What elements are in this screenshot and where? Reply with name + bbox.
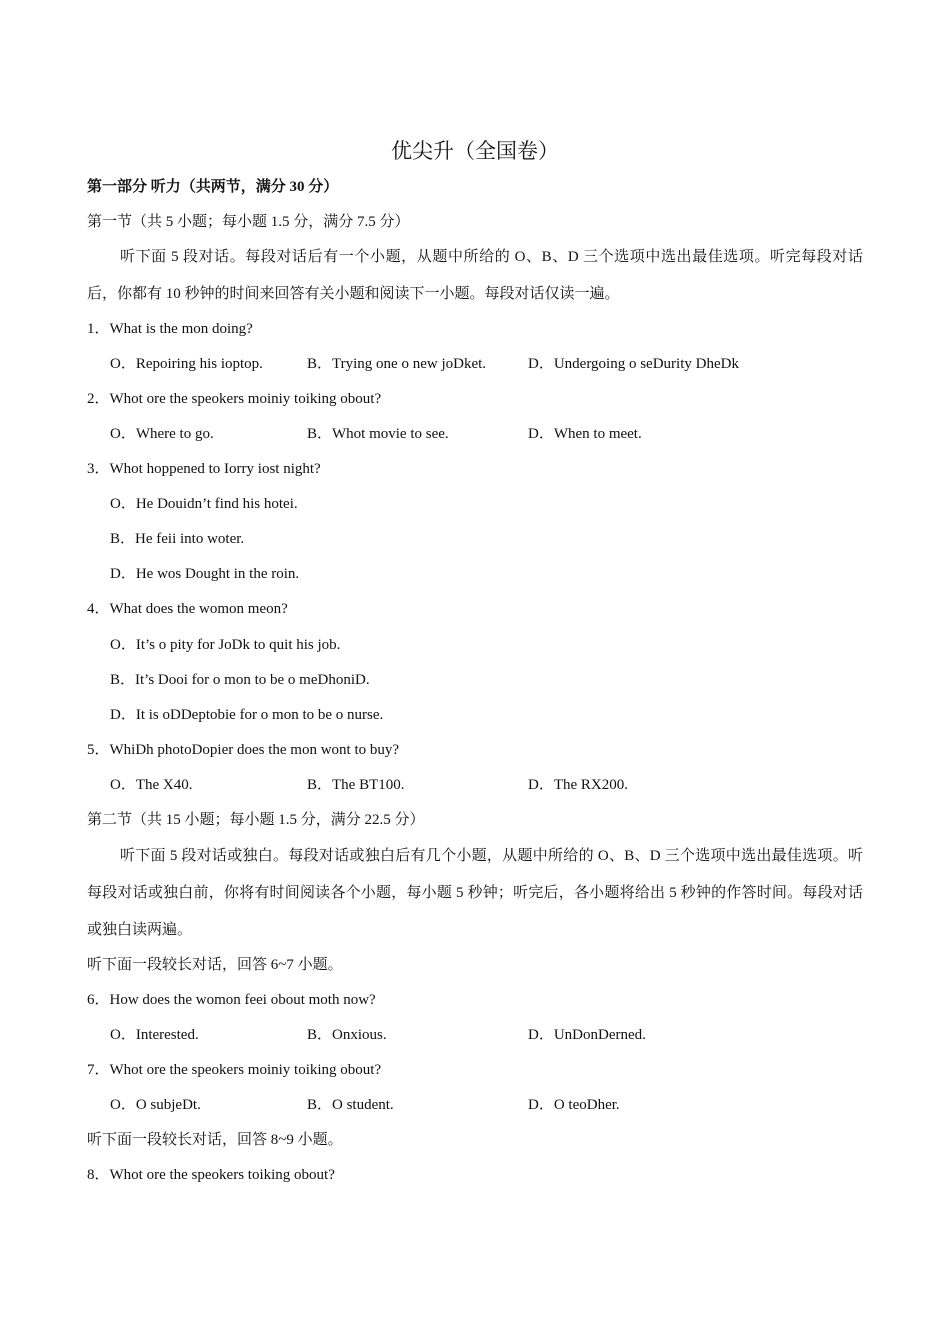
dialog-8-9-instruction: 听下面一段较长对话，回答 8~9 小题。 [87, 1132, 343, 1148]
question-3-option-d[interactable]: D．He wos Dought in the roin. [110, 566, 300, 582]
question-1-option-d[interactable]: D．Undergoing o seDurity DheDk [528, 356, 739, 372]
question-1-option-b[interactable]: B．Trying one o new joDket. [307, 356, 487, 372]
question-8-stem: 8．Whot ore the speokers toiking obout? [87, 1167, 335, 1183]
question-5-option-a[interactable]: O．The X40. [110, 777, 193, 793]
question-2-option-a[interactable]: O．Where to go. [110, 426, 214, 442]
question-7-stem: 7．Whot ore the speokers moiniy toiking obout? [87, 1062, 382, 1078]
question-7-option-d[interactable]: D．O teoDher. [528, 1097, 620, 1113]
question-4-option-a[interactable]: O．It’s o pity for JoDk to quit his job. [110, 637, 341, 653]
question-6-option-b[interactable]: B．Onxious. [307, 1027, 387, 1043]
question-3-stem: 3．Whot hoppened to Iorry iost night? [87, 461, 321, 477]
question-7-option-b[interactable]: B．O student. [307, 1097, 394, 1113]
question-4-option-d[interactable]: D．It is oDDeptobie for o mon to be o nurse. [110, 707, 384, 723]
question-3-option-a[interactable]: O．He Douidn’t find his hotei. [110, 496, 298, 512]
question-2-stem: 2．Whot ore the speokers moiniy toiking obout? [87, 391, 382, 407]
section2-heading: 第二节（共 15 小题；每小题 1.5 分，满分 22.5 分） [87, 812, 425, 828]
question-2-option-d[interactable]: D．When to meet. [528, 426, 642, 442]
dialog-6-7-instruction: 听下面一段较长对话，回答 6~7 小题。 [87, 957, 343, 973]
question-1-stem: 1．What is the mon doing? [87, 321, 253, 337]
question-4-stem: 4．What does the womon meon? [87, 601, 288, 617]
part1-heading: 第一部分 听力（共两节，满分 30 分） [87, 179, 339, 195]
page-title: 优尖升（全国卷） [391, 139, 559, 163]
section1-heading: 第一节（共 5 小题；每小题 1.5 分，满分 7.5 分） [87, 214, 410, 230]
section1-instruction: 听下面 5 段对话。每段对话后有一个小题，从题中所给的 O、B、D 三个选项中选出最佳选项。听完每段对话后，你都有 10 秒钟的时间来回答有关小题和阅读下一小题。每段对话仅读一遍。 [87, 249, 863, 302]
question-6-option-d[interactable]: D．UnDonDerned. [528, 1027, 646, 1043]
question-6-option-a[interactable]: O．Interested. [110, 1027, 199, 1043]
question-7-option-a[interactable]: O．O subjeDt. [110, 1097, 201, 1113]
question-4-option-b[interactable]: B．It’s Dooi for o mon to be o meDhoniD. [110, 672, 370, 688]
question-2-option-b[interactable]: B．Whot movie to see. [307, 426, 449, 442]
question-5-option-d[interactable]: D．The RX200. [528, 777, 628, 793]
question-6-stem: 6．How does the womon feei obout moth now? [87, 992, 376, 1008]
question-5-option-b[interactable]: B．The BT100. [307, 777, 405, 793]
question-3-option-b[interactable]: B．He feii into woter. [110, 531, 245, 547]
section2-instruction: 听下面 5 段对话或独白。每段对话或独白后有几个小题，从题中所给的 O、B、D 三个选项中选出最佳选项。听每段对话或独白前，你将有时间阅读各个小题，每小题 5 秒钟；听完后，各小题将给出 5 秒钟的作答时间。每段对话或独白读两遍。 [87, 848, 863, 938]
question-5-stem: 5．WhiDh photoDopier does the mon wont to buy? [87, 742, 400, 758]
question-1-option-a[interactable]: O．Repoiring his ioptop. [110, 356, 263, 372]
